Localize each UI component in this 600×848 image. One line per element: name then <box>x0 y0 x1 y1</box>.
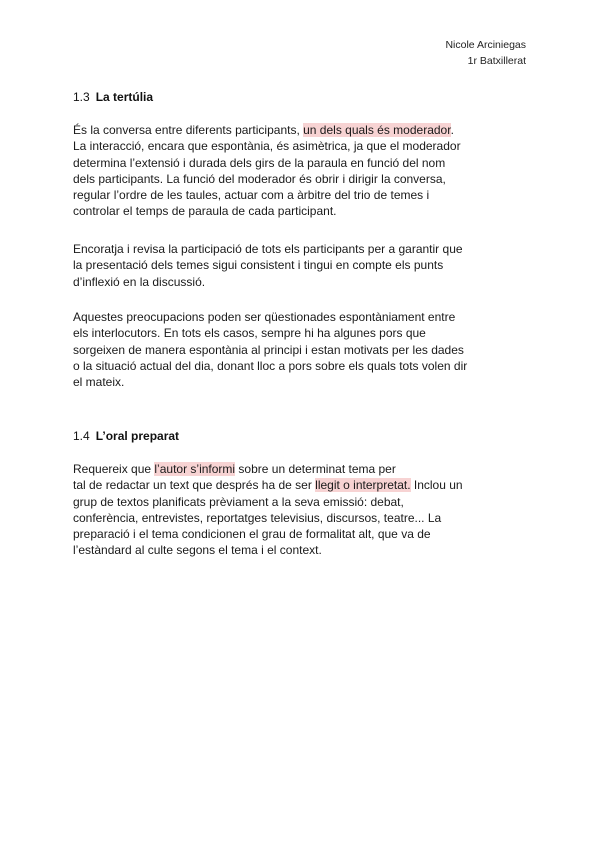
author-course: 1r Batxillerat <box>467 55 526 67</box>
text-span: És la conversa entre diferents participants, <box>73 123 304 137</box>
text-line: grup de textos planificats prèviament a la seva emissió: debat, <box>73 494 404 509</box>
section-number: 1.4 <box>73 429 90 443</box>
text-span: . <box>450 123 454 137</box>
text-line: dels participants. La funció del moderador és obrir i dirigir la conversa, <box>73 171 446 186</box>
section-title: La tertúlia <box>95 90 154 104</box>
text-line: controlar el temps de paraula de cada participant. <box>73 204 337 219</box>
highlighted-text: l’autor s’informi <box>154 462 236 476</box>
text-span: Requereix que <box>73 462 155 476</box>
text-line: l’estàndard al culte segons el tema i el context. <box>73 543 322 558</box>
paragraph-tertulia-concerns <box>73 309 533 390</box>
author-name: Nicole Arciniegas <box>445 39 526 51</box>
text-line: Encoratja i revisa la participació de tots els participants per a garantir que <box>73 242 463 256</box>
section-heading-1-3 <box>73 90 153 104</box>
section-number: 1.3 <box>73 90 90 104</box>
text-line: el mateix. <box>73 375 125 390</box>
paragraph-tertulia-moderator <box>73 241 533 290</box>
highlighted-text: un dels quals és moderador <box>303 123 451 137</box>
section-title: L’oral preparat <box>95 429 180 443</box>
paragraph-tertulia-definition <box>73 122 533 220</box>
text-line: Aquestes preocupacions poden ser qüestionades espontàniament entre <box>73 310 456 324</box>
paragraph-oral-preparat <box>73 461 533 559</box>
section-heading-1-4 <box>73 429 179 443</box>
text-line <box>73 122 533 138</box>
text-line <box>73 461 533 477</box>
text-line: sorgeixen de manera espontània al principi i estan motivats per les dades <box>73 342 464 357</box>
text-line: els interlocutors. En tots els casos, sempre hi ha algunes pors que <box>73 326 426 341</box>
highlighted-text: llegit o interpretat. <box>315 478 411 493</box>
text-line: preparació i el tema condicionen el grau de formalitat alt, que va de <box>73 527 431 542</box>
text-line: regular l’ordre de les taules, actuar com a àrbitre del trio de temes i <box>73 188 430 203</box>
author-block <box>445 37 526 69</box>
text-span: tal de redactar un text que després ha de ser <box>73 478 316 493</box>
text-line: d’inflexió en la discussió. <box>73 274 206 289</box>
text-line: conferència, entrevistes, reportatges televisius, discursos, teatre... La <box>73 510 442 525</box>
text-line <box>73 477 533 493</box>
text-line: determina l’extensió i durada dels girs de la paraula en funció del nom <box>73 155 446 170</box>
text-line: o la situació actual del dia, donant lloc a pors sobre els quals tots volen dir <box>73 358 468 373</box>
text-line: la presentació dels temes sigui consistent i tingui en compte els punts <box>73 258 444 273</box>
text-line: La interacció, encara que espontània, és asimètrica, ja que el moderador <box>73 139 461 154</box>
text-span: Inclou un <box>410 478 463 493</box>
text-span: sobre un determinat tema per <box>235 462 396 476</box>
